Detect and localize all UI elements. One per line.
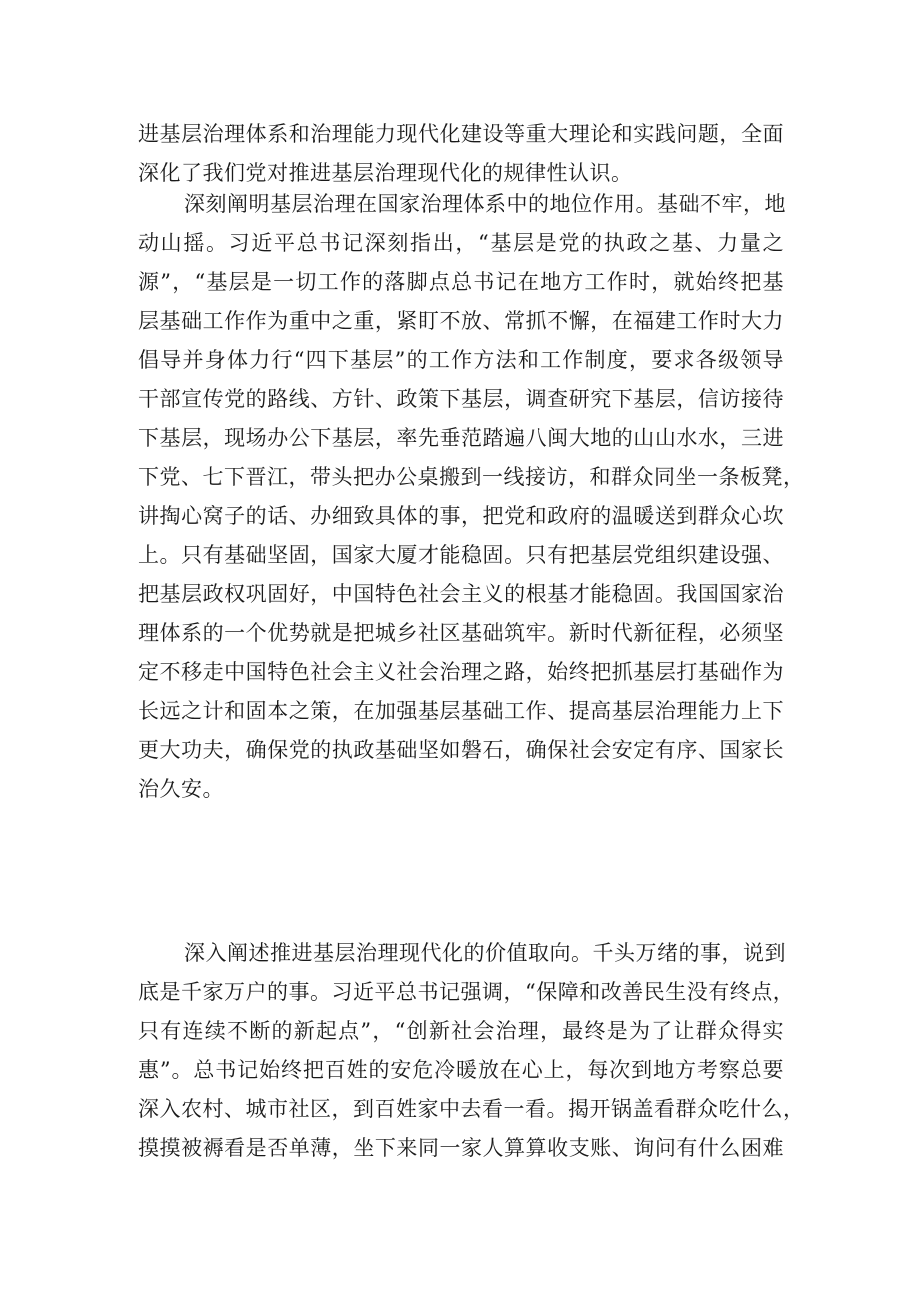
text-line: 干部宣传党的路线、方针、政策下基层，调查研究下基层，信访接待	[138, 387, 784, 411]
text-line: 底是千家万户的事。习近平总书记强调，“保障和改善民生没有终点，	[138, 980, 795, 1004]
text-line: 更大功夫，确保党的执政基础坚如磐石，确保社会安定有序、国家长	[138, 738, 784, 762]
paragraph-base-governance-role	[138, 185, 805, 809]
text-line: 层基础工作作为重中之重，紧盯不放、常抓不懈，在福建工作时大力	[138, 309, 784, 333]
text-line: 进基层治理体系和治理能力现代化建设等重大理论和实践问题，全面	[138, 122, 784, 146]
text-line: 惠”。总书记始终把百姓的安危冷暖放在心上，每次到地方考察总要	[138, 1058, 784, 1082]
text-line: 摸摸被褥看是否单薄，坐下来同一家人算算收支账、询问有什么困难	[138, 1136, 784, 1160]
text-line: 治久安。	[138, 777, 224, 801]
paragraph-value-orientation	[138, 934, 805, 1168]
text-line: 长远之计和固本之策，在加强基层基础工作、提高基层治理能力上下	[138, 699, 784, 723]
text-line: 倡导并身体力行“四下基层”的工作方法和工作制度，要求各级领导	[138, 348, 784, 372]
text-line: 只有连续不断的新起点”，“创新社会治理，最终是为了让群众得实	[138, 1019, 784, 1043]
text-line: 深入阐述推进基层治理现代化的价值取向。千头万绪的事，说到	[184, 941, 786, 965]
text-line: 动山摇。习近平总书记深刻指出，“基层是党的执政之基、力量之	[138, 231, 784, 255]
text-line: 深入农村、城市社区，到百姓家中去看一看。揭开锅盖看群众吃什么，	[138, 1097, 805, 1121]
text-line: 下基层，现场办公下基层，率先垂范踏遍八闽大地的山山水水，三进	[138, 426, 784, 450]
text-line: 把基层政权巩固好，中国特色社会主义的根基才能稳固。我国国家治	[138, 582, 784, 606]
paragraph-continuation	[138, 115, 784, 193]
text-line: 上。只有基础坚固，国家大厦才能稳固。只有把基层党组织建设强、	[138, 543, 784, 567]
text-line: 理体系的一个优势就是把城乡社区基础筑牢。新时代新征程，必须坚	[138, 621, 784, 645]
text-line: 讲掏心窝子的话、办细致具体的事，把党和政府的温暖送到群众心坎	[138, 504, 784, 528]
text-line: 深刻阐明基层治理在国家治理体系中的地位作用。基础不牢，地	[184, 192, 786, 216]
text-line: 源”，“基层是一切工作的落脚点总书记在地方工作时，就始终把基	[138, 270, 784, 294]
text-line: 下党、七下晋江，带头把办公桌搬到一线接访，和群众同坐一条板凳，	[138, 465, 805, 489]
text-line: 定不移走中国特色社会主义社会治理之路，始终把抓基层打基础作为	[138, 660, 784, 684]
text-line: 深化了我们党对推进基层治理现代化的规律性认识。	[138, 161, 633, 185]
